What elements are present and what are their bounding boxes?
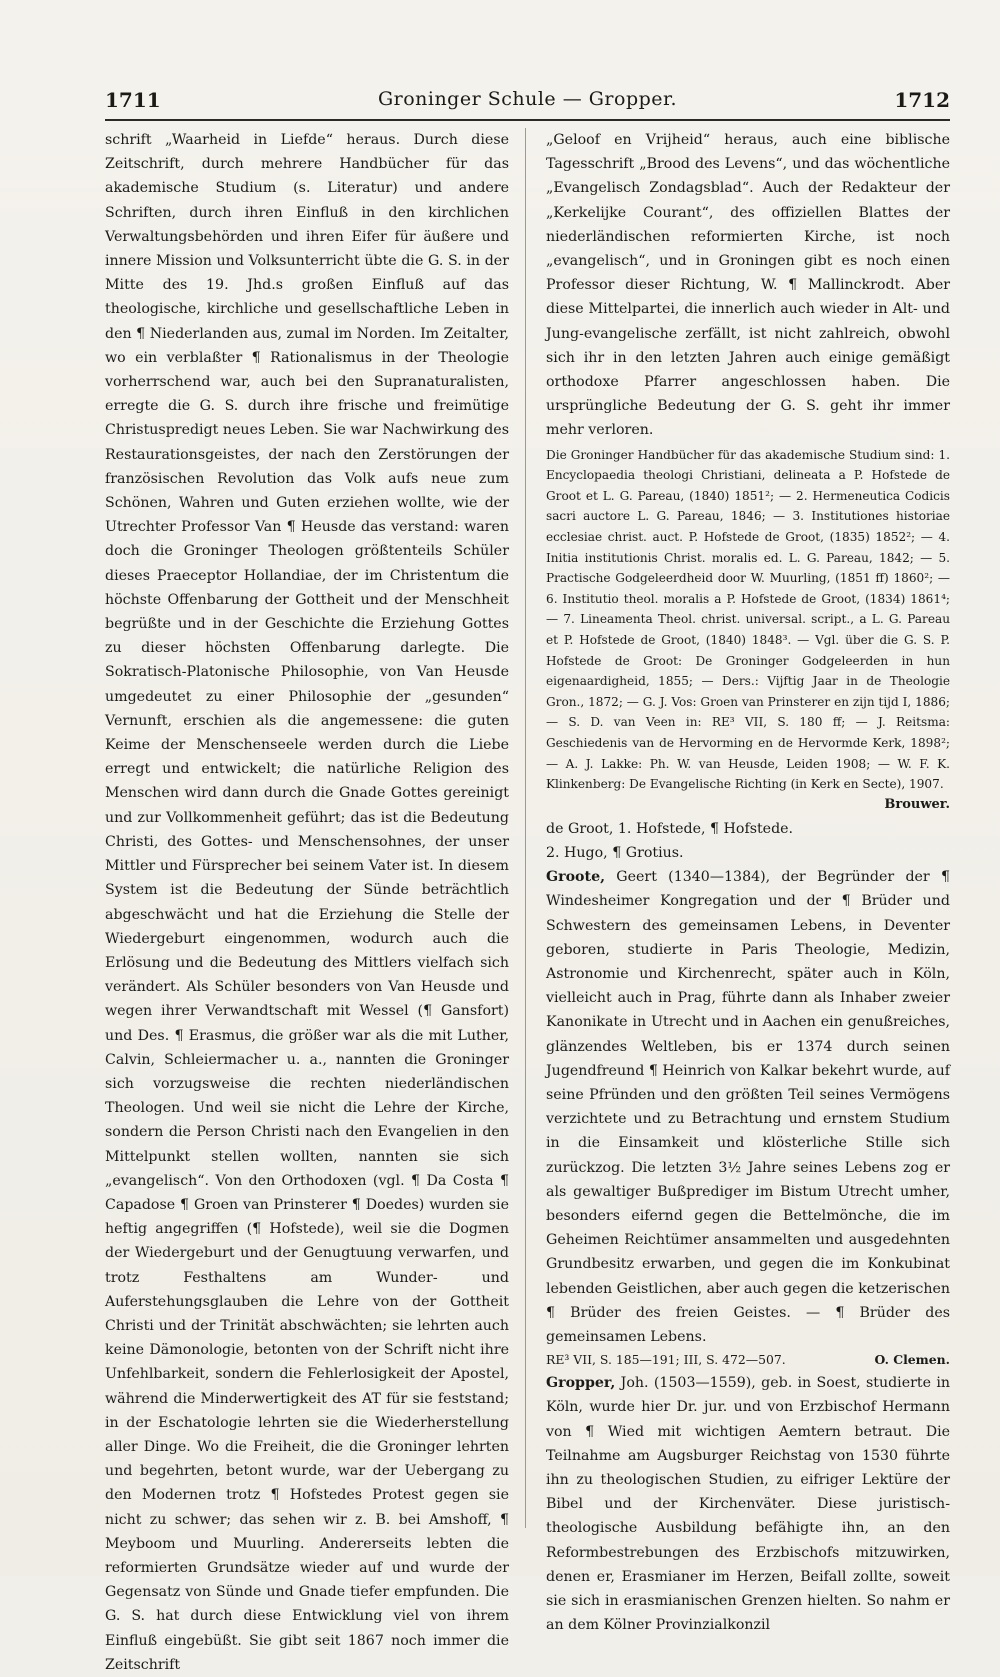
groote-text: Geert (1340—1384), der Begründer der ¶ Windesheimer Kongregation und der ¶ Brüder und Schwestern des gemeinsamen Lebens, in Deventer geboren, studierte in Paris Theologie, Medizin, Astronomie und Kirchenrecht, später auch in Köln, vielleicht auch in Prag, führte dann als Inhaber zweier Kanonikate in Utrecht und in Aachen ein genußreiches, glänzendes Weltleben, bis er 1374 durch seinen Jugendfreund ¶ Heinrich von Kalkar bekehrt wurde, auf seine Pfründen und den größten Teil seines Vermögens verzichtete und zu Betrachtung und ernstem Studium in die Einsamkeit und klösterliche Stille sich zurückzog. Die letzten 3½ Jahre seines Lebens zog er als gewaltiger Bußprediger im Bistum Utrecht umher, besonders eifernd gegen die Bettelmönche, die im Geheimen Reichtümer ansammelten und ausgedehnten Grundbesitz erwarben, und gegen die im Konkubinat lebenden Geistlichen, aber auch gegen die ketzerischen ¶ Brüder des freien Geistes. — ¶ Brüder des gemeinsamen Lebens. [546,869,950,1345]
header-rule [105,119,950,121]
gropper-headword: Gropper, [546,1375,616,1392]
groote-signature: O. Clemen. [874,1352,950,1368]
author-signature: Brouwer. [884,796,950,812]
page-number-left: 1711 [105,88,161,112]
groninger-schule-continued-text: schrift „Waarheid in Liefde“ heraus. Durch diese Zeitschrift, durch mehrere Handbücher für das akademische Studium (s. Literatur) und andere Schriften, durch ihren Einfluß in den kirchlichen Verwaltungsbehörden und ihren Eifer für äußere und innere Mission und Volksunterricht übte die G. S. in der Mitte des 19. Jhd.s großen Einfluß auf das theologische, kirchliche und gesellschaftliche Leben in den ¶ Niederlanden aus, zumal im Norden. Im Zeitalter, wo ein verblaßter ¶ Rationalismus in der Theologie vorherrschend war, auch bei den Supranaturalisten, erregte die G. S. durch ihre frische und freimütige Christuspredigt neues Leben. Sie war Nachwirkung des Restaurationsgeistes, der nach den Zerstörungen der französischen Revolution das Volk aufs neue zum Schönen, Wahren und Guten erziehen wollte, wie der Utrechter Professor Van ¶ Heusde das verstand: waren doch die Groninger Theologen größtenteils Schüler dieses Praeceptor Hollandiae, der im Christentum die höchste Offenbarung der Gottheit und der Menschheit begrüßte und in der Geschichte die Erziehung Gottes zu dieser höchsten Offenbarung darlegte. Die Sokratisch-Platonische Philosophie, von Van Heusde umgedeutet zu einer Philosophie der „gesunden“ Vernunft, erschien als die angemessene: die guten Keime der Menschenseele werden durch die Liebe erregt und entwickelt; die natürliche Religion des Menschen wird dann durch die Gnade Gottes gereinigt und zur Vollkommenheit geführt; das ist die Bedeutung Christi, des Gottes- und Menschensohnes, der unser Mittler und Fürsprecher bei seinem Vater ist. In diesem System ist die Bedeutung der Sünde beträchtlich abgeschwächt und hat die Erziehung die Stelle der Wiedergeburt eingenommen, wodurch auch die Erlösung und die Bedeutung des Mittlers vielfach sich verändert. Als Schüler besonders von Van Heusde und wegen ihrer Verwandtschaft mit Wessel (¶ Gansfort) und Des. ¶ Erasmus, die größer war als die mit Luther, Calvin, Schleiermacher u. a., nannten die Groninger sich vorzugsweise die rechten niederländischen Theologen. Und weil sie nicht die Lehre der Kirche, sondern die Person Christi nach den Evangelien in den Mittelpunkt stellen wollten, nannten sie sich „evangelisch“. Von den Orthodoxen (vgl. ¶ Da Costa ¶ Capadose ¶ Groen van Prinsterer ¶ Doedes) wurden sie heftig angegriffen (¶ Hofstede), weil sie die Dogmen der Wiedergeburt und der Genugtuung verwarfen, und trotz Festhaltens am Wunder- und Auferstehungsglauben die Lehre von der Gottheit Christi und der Trinität abschwächten; sie lehrten auch keine Dämonologie, betonten von der Schrift nicht ihre Unfehlbarkeit, sondern die Fehlerlosigkeit der Apostel, während die Minderwertigkeit des AT für sie feststand; in der Eschatologie lehrten sie die Wiederherstellung aller Dinge. Wo die Freiheit, die die Groninger lehrten und begehrten, betont wurde, war der Uebergang zu den Modernen trotz ¶ Hofstedes Protest gegen sie nicht zu schwer; das sehen wir z. B. bei Amshoff, ¶ Meyboom und Muurling. Andererseits lebten die reformierten Grundsätze wieder auf und wurde der Gegensatz von Sünde und Gnade tiefer empfunden. Die G. S. hat durch diese Entwicklung viel von ihrem Einfluß eingebüßt. Sie gibt seit 1867 noch immer die Zeitschrift [105,132,509,1673]
bibliography-text: Die Groninger Handbücher für das akademische Studium sind: 1. Encyclopaedia theologi Christiani, delineata a P. Hofstede de Groot et L. G. Pareau, (1840) 1851²; — 2. Hermeneutica Codicis sacri auctore L. G. Pareau, 1846; — 3. Institutiones historiae ecclesiae christ. auct. P. Hofstede de Groot, (1835) 1852²; — 4. Initia institutionis Christ. moralis ed. L. G. Pareau, 1842; — 5. Practische Godgeleerdheid door W. Muurling, (1851 ff) 1860²; — 6. Institutio theol. moralis a P. Hofstede de Groot, (1834) 1861⁴; — 7. Lineamenta Theol. christ. universal. script., a L. G. Pareau et P. Hofstede de Groot, (1840) 1848³. — Vgl. über die G. S. P. Hofstede de Groot: De Groninger Godgeleerden in hun eigenaardigheid, 1855; — Ders.: Vijftig Jaar in de Theologie Gron., 1872; — G. J. Vos: Groen van Prinsterer en zijn tijd I, 1886; — S. D. van Veen in: RE³ VII, S. 180 ff; — J. Reitsma: Geschiedenis van de Hervorming en de Hervormde Kerk, 1898²; — A. J. Lakke: Ph. W. van Heusde, Leiden 1908; — W. F. K. Klinkenberg: De Evangelische Richting (in Kerk en Secte), 1907. [546,447,950,792]
entry-de-groot-1: de Groot, 1. Hofstede, ¶ Hofstede. [546,820,794,837]
column-divider [525,128,526,1528]
groninger-schule-conclusion-text: „Geloof en Vrijheid“ heraus, auch eine biblische Tagesschrift „Brood des Levens“, und das wöchentliche „Evangelisch Zondagsblad“. Auch der Redakteur der „Kerkelijke Courant“, des offiziellen Blattes der niederländischen reformierten Kirche, ist noch „evangelisch“, und in Groningen gibt es noch einen Professor dieser Richtung, W. ¶ Mallinckrodt. Aber diese Mittelpartei, die innerlich auch wieder in Alt- und Jung-evangelische zerfällt, ist nicht zahlreich, obwohl sich ihr in den letzten Jahren auch einige gemäßigt orthodoxe Pfarrer angeschlossen haben. Die ursprüngliche Bedeutung der G. S. geht ihr immer mehr verloren. [546,132,950,439]
groote-refs-text: RE³ VII, S. 185—191; III, S. 472—507. [546,1352,786,1368]
running-title: Groninger Schule — Gropper. [377,88,678,110]
entry-groote [546,865,950,1349]
page-number-right: 1712 [894,88,950,112]
right-column [546,128,950,1637]
groote-references [546,1349,950,1371]
entry-gropper [546,1371,950,1637]
gropper-text: Joh. (1503—1559), geb. in Soest, studierte in Köln, wurde hier Dr. jur. und von Erzbischof Hermann von ¶ Wied mit wichtigen Aemtern betraut. Die Teilnahme am Augsburger Reichstag von 1530 führte ihn zu theologischen Studien, zu eifriger Lektüre der Bibel und der Kirchenväter. Diese juristisch-theologische Ausbildung befähigte ihn, an den Reformbestrebungen des Erzbischofs mitzuwirken, denen er, Erasmianer im Herzen, Beifall zollte, soweit sie sich in erasmianischen Grenzen hielten. So nahm er an dem Kölner Provinzialkonzil [546,1375,950,1634]
running-header [105,88,950,118]
left-column [105,128,509,1677]
groote-headword: Groote, [546,869,606,886]
entry-de-groot-2: 2. Hugo, ¶ Grotius. [546,844,684,861]
